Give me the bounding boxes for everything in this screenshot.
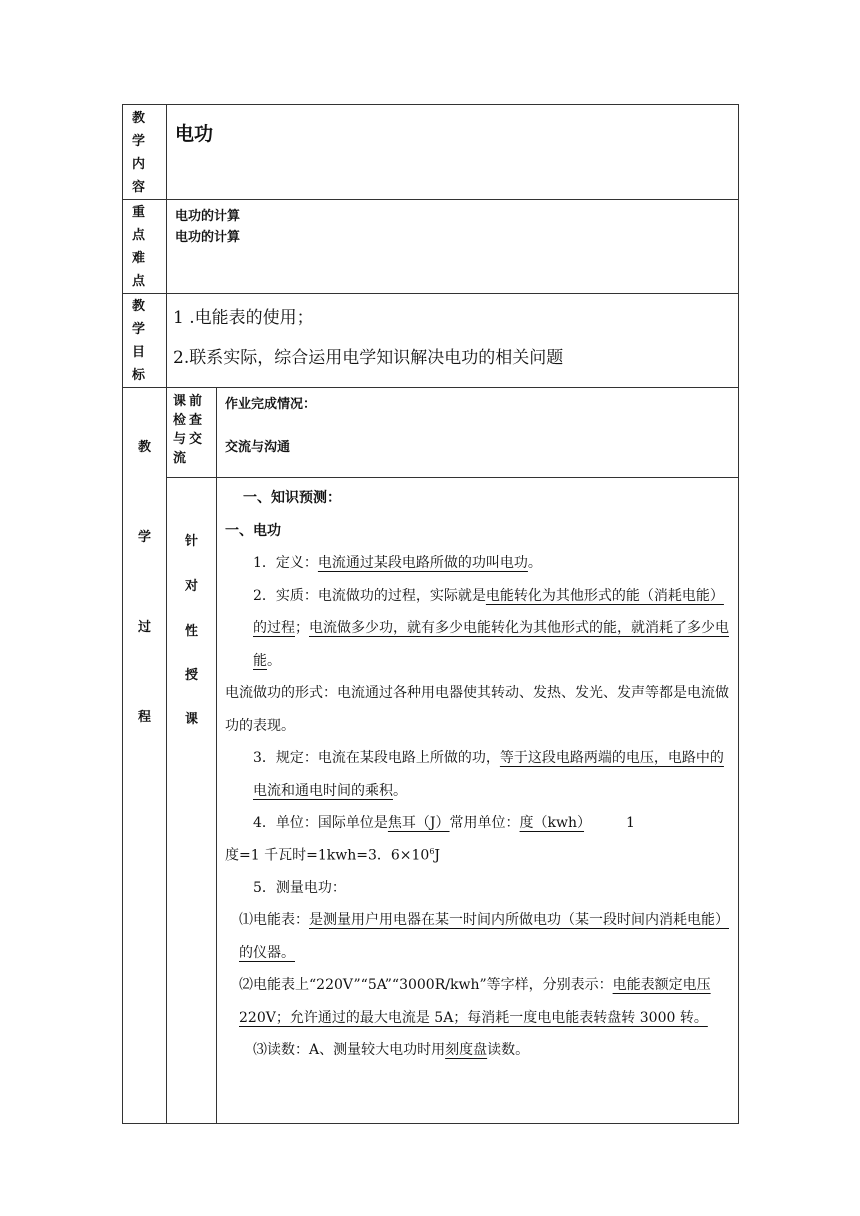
label-char: 课 [184,712,198,727]
rule [225,742,732,807]
text: ⑵电能表上“220V”“5A”“3000R/kwh”等字样，分别表示： [239,977,613,994]
underlined-text: 度（kwh） [519,815,585,831]
label-char: 点 [132,274,146,289]
keypoints-row [123,200,739,294]
difficult-point: 电功的计算 [175,230,241,245]
text: ； [295,620,309,636]
text: 。 [267,652,281,669]
homework-status: 作业完成情况： [225,397,317,412]
label-char: 难 [132,251,146,266]
underlined-text: 焦耳（J） [387,815,450,831]
label-char: 重 [132,205,146,220]
text: 。 [527,555,542,571]
lesson-title: 电功 [167,105,739,200]
text: 常用单位： [449,815,520,831]
text: 1 [584,815,635,831]
label-char: 学 [132,134,146,149]
label-char: 授 [184,668,198,683]
underlined-text: 是测量用户用电器在某一时间内所做电功（某一段时间内消耗电能）的仪器。 [239,912,729,961]
underlined-text: 电流做多少功，就有多少电能转化为其他形式的能，就消耗了多少电能 [253,620,729,669]
label-char: 性 [184,624,198,639]
text: 4．单位：国际单位是 [253,815,388,831]
section-subheading: 一、电功 [225,522,281,539]
measure-heading: 5．测量电功： [253,879,346,896]
keypoints-label [123,200,167,294]
precheck-label: 课前检查与交流 [167,388,217,478]
key-point: 电功的计算 [175,209,241,224]
text: 。 [393,782,407,799]
precheck-content [217,388,739,478]
process-label [123,388,167,1124]
goal-item: 2.联系实际，综合运用电学知识解决电功的相关问题 [173,348,564,368]
content-row [123,105,739,200]
definition [225,547,732,580]
text: J [434,847,441,864]
text: 度=1 千瓦时=1kwh=3．6×10 [225,847,430,864]
meter-reading [225,1034,732,1067]
underlined-text: 电能表额定电压 220V；允许通过的最大电流是 5A；每消耗一度电电能表转盘转 3000 转。 [239,977,711,1026]
goals-content [167,294,739,388]
keypoints-content [167,200,739,294]
essence [225,580,732,678]
unit-conversion [225,836,732,872]
text: 2．实质：电流做功的过程，实际就是 [253,587,486,604]
label-char: 内 [132,157,146,172]
underlined-text: 刻度盘 [445,1042,488,1059]
label-char: 点 [132,228,146,243]
label-char: 教 [137,440,151,455]
teaching-content [217,478,739,1124]
label-char: 教 [132,299,146,314]
label-char: 学 [137,530,151,545]
label-char: 对 [184,579,198,594]
text: ⑶读数：A、测量较大电功时用 [253,1042,446,1059]
label-char: 程 [137,710,151,725]
text: 读数。 [487,1042,530,1059]
label-char: 学 [132,322,146,337]
label-char: 标 [132,368,146,383]
meter-definition [225,904,732,969]
underlined-text: 电流通过某段电路所做的功叫电功 [317,555,528,571]
text: ⑴电能表： [239,912,309,929]
text: 1．定义： [253,555,318,571]
teaching-label [167,478,217,1124]
precheck-row [123,388,739,478]
section-heading: 一、知识预测： [243,490,341,506]
label-char: 目 [132,345,146,360]
label-char: 容 [132,180,146,195]
goals-label [123,294,167,388]
content-label [123,105,167,200]
forms: 电流做功的形式：电流通过各种用电器使其转动、发热、发光、发声等都是电流做功的表现。 [225,685,729,734]
label-char: 教 [132,111,146,126]
teaching-row [123,478,739,1124]
goal-item: 1 .电能表的使用； [173,308,314,328]
underlined-text: 电能转化为其他形式的能（消耗电能）的过程 [253,587,724,636]
text: 3．规定：电流在某段电路上所做的功， [253,750,500,766]
meter-labels [225,969,732,1034]
label-char: 针 [184,534,198,549]
exponent: 6 [429,846,435,856]
label-char: 过 [137,620,151,635]
underlined-text: 等于这段电路两端的电压，电路中的电流和通电时间的乘积 [253,750,724,799]
lesson-plan-table [122,104,739,1124]
goals-row [123,294,739,388]
exchange-note: 交流与沟通 [225,440,291,455]
